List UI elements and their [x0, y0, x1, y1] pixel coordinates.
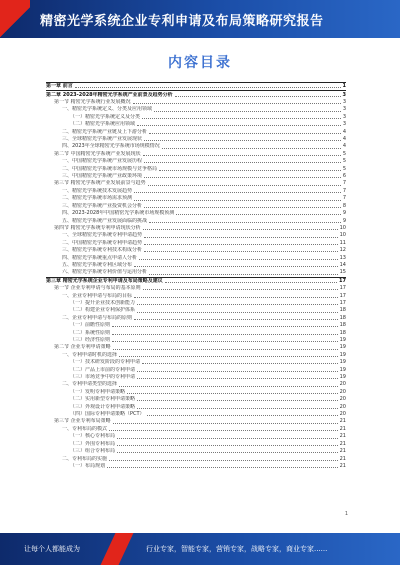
toc-entry-label: （一）发明专利申请策略	[70, 388, 126, 395]
toc-entry-page: 17	[339, 277, 346, 284]
toc-entry[interactable]	[46, 381, 346, 388]
toc-entry[interactable]	[46, 82, 346, 90]
toc-entry-label: 二、精密光学系统市场需求预测	[62, 195, 133, 202]
toc-entry-label: 第一节 精密光学系统行业发展概况	[54, 99, 131, 106]
toc-entry-page: 5	[342, 158, 346, 165]
toc-entry-page: 3	[342, 91, 346, 98]
toc-entry-page: 18	[339, 322, 346, 329]
report-title: 精密光学系统企业专利申请及布局策略研究报告	[40, 14, 324, 29]
toc-entry-page: 13	[339, 254, 346, 261]
toc-leader-dots	[112, 334, 338, 335]
toc-leader-dots	[117, 452, 338, 453]
toc-leader-dots	[127, 393, 338, 394]
toc-entry[interactable]	[46, 203, 346, 210]
toc-entry-page: 19	[339, 337, 346, 344]
toc-entry-page: 10	[339, 224, 346, 231]
toc-entry-label: （三）外观设计专利申请策略	[70, 403, 136, 410]
toc-entry-label: 第四节 精密光学系统专利申请现状分析	[54, 224, 141, 231]
toc-leader-dots	[148, 185, 341, 186]
toc-entry[interactable]	[46, 448, 346, 455]
toc-entry-label: 三、精密光学系统专利技术构成分析	[62, 247, 143, 254]
toc-entry-label: 一、专利布局的模式	[62, 425, 108, 432]
toc-entry[interactable]	[46, 158, 346, 165]
toc-entry-page: 17	[339, 292, 346, 299]
toc-entry-label: 一、精密光学系统技术发展趋势	[62, 187, 133, 194]
toc-entry[interactable]	[46, 455, 346, 462]
toc-entry-page: 21	[339, 462, 346, 469]
toc-entry-page: 20	[339, 381, 346, 388]
toc-leader-dots	[113, 349, 338, 350]
toc-entry[interactable]	[46, 247, 346, 254]
toc-leader-dots	[144, 237, 338, 238]
toc-entry[interactable]	[46, 114, 346, 121]
toc-entry-label: （三）市场竞争中的专利申请	[70, 374, 136, 381]
toc-entry-page: 14	[339, 261, 346, 268]
toc-entry-label: （二）产品上市前的专利申请	[70, 366, 136, 373]
toc-entry[interactable]	[46, 389, 346, 396]
toc-leader-dots	[137, 371, 338, 372]
toc-leader-dots	[139, 259, 338, 260]
toc-entry-page: 20	[339, 403, 346, 410]
toc-leader-dots	[149, 133, 341, 134]
toc-entry-page: 6	[342, 173, 346, 180]
toc-entry-label: 一、企业专利申请与布局的目标	[62, 292, 133, 299]
toc-leader-dots	[119, 356, 338, 357]
toc-leader-dots	[113, 423, 338, 424]
toc-entry-page: 20	[339, 411, 346, 418]
toc-entry-page: 18	[339, 307, 346, 314]
page-number: 1	[344, 511, 348, 517]
toc-entry-page: 19	[339, 359, 346, 366]
toc-leader-dots	[144, 251, 338, 252]
toc-entry-label: （一）精密光学系统定义及分类	[70, 113, 141, 120]
toc-entry-page: 10	[339, 232, 346, 239]
toc-entry-label: 四、2023年全球精密光学系统市场规模情况	[62, 143, 160, 150]
toc-leader-dots	[134, 266, 338, 267]
toc-entry-label: 第三节 精密光学系统产业发展前景与趋势	[54, 180, 146, 187]
toc-leader-dots	[137, 378, 338, 379]
toc-leader-dots	[109, 430, 338, 431]
toc-leader-dots	[117, 438, 338, 439]
toc-entry-page: 3	[342, 99, 346, 106]
toc-entry[interactable]	[46, 441, 346, 448]
toc-entry[interactable]	[46, 128, 346, 135]
toc-entry[interactable]	[46, 173, 346, 180]
toc-entry-page: 19	[339, 366, 346, 373]
toc-entry-page: 1	[342, 83, 346, 90]
toc-entry-page: 21	[339, 433, 346, 440]
toc-entry-label: （二）外围专利布局	[70, 440, 116, 447]
toc-entry[interactable]	[46, 300, 346, 307]
toc-entry[interactable]	[46, 411, 346, 418]
toc-entry-page: 3	[342, 121, 346, 128]
toc-leader-dots	[107, 467, 338, 468]
toc-entry-page: 5	[342, 165, 346, 172]
toc-entry[interactable]	[46, 225, 346, 232]
toc-entry-label: 二、专利布局的实施	[62, 455, 108, 462]
toc-entry-label: 一、精密光学系统定义、分类及应用领域	[62, 106, 153, 113]
toc-entry-label: 二、企业专利申请与布局的原则	[62, 314, 133, 321]
toc-leader-dots	[137, 400, 338, 401]
toc-entry-page: 7	[342, 180, 346, 187]
toc-entry-label: （三）组合专利布局	[70, 448, 116, 455]
toc-leader-dots	[144, 244, 338, 245]
toc-entry[interactable]	[46, 366, 346, 373]
toc-entry-label: 二、中国精密光学系统市场规模与竞争格局	[62, 165, 158, 172]
toc-entry-page: 4	[342, 128, 346, 135]
toc-entry[interactable]	[46, 329, 346, 336]
toc-entry-label: （二）精密光学系统应用领域	[70, 121, 136, 128]
toc-leader-dots	[165, 282, 337, 283]
toc-entry-page: 12	[339, 247, 346, 254]
toc-entry[interactable]	[46, 396, 346, 403]
toc-entry-label: 四、精密光学系统重点申请人分析	[62, 254, 138, 261]
toc-entry-page: 21	[339, 425, 346, 432]
footer-slogan-left: 让每个人都能成为	[24, 545, 80, 553]
toc-entry-page: 8	[342, 202, 346, 209]
toc-entry-label: （一）前瞻性原则	[70, 322, 111, 329]
toc-leader-dots	[144, 177, 341, 178]
toc-entry[interactable]	[46, 136, 346, 143]
toc-entry-label: （三）经济性原则	[70, 337, 111, 344]
toc-entry-label: 第二章 2023-2028年精密光学系统产业前景及趋势分析	[46, 91, 173, 98]
toc-entry-label: 三、精密光学系统产业投资机会分析	[62, 202, 143, 209]
toc-leader-dots	[143, 155, 341, 156]
toc-entry-label: 四、2023-2028年中国精密光学系统市场规模预测	[62, 210, 175, 217]
toc-entry[interactable]	[46, 143, 346, 150]
toc-entry-label: （一）布局规划	[70, 462, 106, 469]
toc-entry[interactable]	[46, 352, 346, 359]
toc-entry-page: 17	[339, 299, 346, 306]
toc-entry[interactable]	[46, 344, 346, 351]
toc-leader-dots	[147, 415, 338, 416]
toc-entry-page: 7	[342, 187, 346, 194]
toc-entry[interactable]	[46, 315, 346, 322]
toc-entry[interactable]	[46, 463, 346, 470]
toc-entry[interactable]	[46, 240, 346, 247]
footer-red-accent	[101, 533, 134, 565]
toc-leader-dots	[144, 140, 341, 141]
header-banner	[0, 0, 400, 38]
toc-entry[interactable]	[46, 151, 346, 158]
toc-entry-label: （一）核心专利布局	[70, 433, 116, 440]
toc-leader-dots	[176, 214, 341, 215]
toc-entry-label: 第三章 精密光学系统企业专利申请及布局策略及建议	[46, 277, 163, 284]
toc-entry[interactable]	[46, 426, 346, 433]
toc-entry-page: 17	[339, 285, 346, 292]
table-of-contents	[46, 82, 346, 470]
toc-entry-label: 一、专利申请时机的选择	[62, 351, 118, 358]
toc-entry[interactable]	[46, 269, 346, 276]
toc-entry-label: （二）实用新型专利申请策略	[70, 396, 136, 403]
toc-leader-dots	[119, 386, 338, 387]
toc-entry-label: 二、专利申请类型的选择	[62, 381, 118, 388]
toc-entry-label: 第一章 前言	[46, 83, 73, 90]
toc-entry-label: （一）技术研发阶段的专利申请	[70, 359, 141, 366]
toc-leader-dots	[112, 326, 338, 327]
toc-entry-label: 六、精密光学系统专利价值与运用分析	[62, 269, 148, 276]
toc-leader-dots	[137, 304, 338, 305]
toc-entry-label: 第二节 企业专利申请策略	[54, 344, 111, 351]
toc-entry-label: （二）构建企业专利保护体系	[70, 307, 136, 314]
toc-leader-dots	[149, 222, 341, 223]
toc-entry[interactable]	[46, 106, 346, 113]
toc-entry-page: 21	[339, 440, 346, 447]
toc-entry-page: 3	[342, 113, 346, 120]
toc-leader-dots	[162, 148, 341, 149]
toc-entry-page: 5	[342, 150, 346, 157]
toc-entry-page: 21	[339, 418, 346, 425]
toc-leader-dots	[137, 312, 338, 313]
toc-entry[interactable]	[46, 99, 346, 106]
toc-leader-dots	[154, 111, 341, 112]
toc-entry-label: 一、中国精密光学系统产业发展历程	[62, 158, 143, 165]
toc-entry-page: 4	[342, 136, 346, 143]
toc-entry-label: （二）系统性原则	[70, 329, 111, 336]
toc-entry-label: 五、精密光学系统专利区域分布	[62, 261, 133, 268]
toc-entry-label: （四）国际专利申请策略（PCT）	[70, 411, 145, 418]
toc-entry[interactable]	[46, 217, 346, 224]
toc-entry[interactable]	[46, 180, 346, 187]
toc-leader-dots	[134, 192, 341, 193]
toc-entry-label: 五、精密光学系统产业发展面临的挑战	[62, 217, 148, 224]
toc-entry-page: 21	[339, 455, 346, 462]
toc-entry[interactable]	[46, 165, 346, 172]
toc-leader-dots	[117, 445, 338, 446]
toc-leader-dots	[142, 363, 338, 364]
toc-entry[interactable]	[46, 322, 346, 329]
toc-leader-dots	[137, 408, 338, 409]
toc-entry-label: （一）提升企业技术创新能力	[70, 299, 136, 306]
toc-entry-label: 二、中国精密光学系统专利申请趋势	[62, 239, 143, 246]
toc-entry[interactable]	[46, 121, 346, 128]
toc-entry[interactable]	[46, 292, 346, 299]
footer-banner	[0, 533, 400, 565]
toc-leader-dots	[143, 289, 338, 290]
toc-entry[interactable]	[46, 418, 346, 425]
toc-entry-page: 19	[339, 351, 346, 358]
toc-entry[interactable]	[46, 254, 346, 261]
toc-entry-page: 18	[339, 329, 346, 336]
toc-entry[interactable]	[46, 262, 346, 269]
toc-leader-dots	[159, 170, 341, 171]
toc-entry[interactable]	[46, 90, 346, 98]
toc-entry[interactable]	[46, 188, 346, 195]
toc-entry-page: 7	[342, 195, 346, 202]
toc-leader-dots	[175, 96, 341, 97]
toc-entry[interactable]	[46, 433, 346, 440]
toc-entry-page: 18	[339, 314, 346, 321]
toc-entry[interactable]	[46, 210, 346, 217]
toc-leader-dots	[144, 162, 341, 163]
toc-leader-dots	[134, 200, 341, 201]
toc-leader-dots	[144, 207, 341, 208]
toc-entry[interactable]	[46, 307, 346, 314]
toc-entry[interactable]	[46, 403, 346, 410]
toc-entry[interactable]	[46, 359, 346, 366]
toc-entry[interactable]	[46, 232, 346, 239]
toc-entry-page: 20	[339, 396, 346, 403]
toc-leader-dots	[75, 87, 341, 88]
toc-entry-page: 3	[342, 106, 346, 113]
toc-leader-dots	[137, 125, 341, 126]
toc-leader-dots	[134, 319, 338, 320]
toc-entry-page: 19	[339, 344, 346, 351]
toc-entry-page: 4	[342, 143, 346, 150]
toc-entry-label: 第一节 企业专利申请与布局的基本原则	[54, 285, 141, 292]
toc-leader-dots	[133, 103, 341, 104]
toc-entry-page: 20	[339, 388, 346, 395]
toc-leader-dots	[142, 118, 341, 119]
header-red-accent	[0, 0, 30, 38]
toc-entry-page: 19	[339, 374, 346, 381]
toc-entry-label: 一、全球精密光学系统专利申请趋势	[62, 232, 143, 239]
toc-entry-label: 第二节 中国精密光学系统产业发展现状	[54, 150, 141, 157]
footer-slogan-right: 行业专家，智能专家，营销专家，战略专家，商业专家......	[146, 545, 328, 553]
toc-heading: 内容目录	[168, 55, 232, 71]
toc-leader-dots	[109, 460, 338, 461]
toc-entry-page: 21	[339, 448, 346, 455]
toc-entry[interactable]	[46, 374, 346, 381]
toc-entry-page: 9	[342, 217, 346, 224]
toc-entry-label: 三、全球精密光学系统产业发展现状	[62, 136, 143, 143]
toc-entry[interactable]	[46, 285, 346, 292]
toc-entry-page: 11	[339, 239, 346, 246]
toc-entry[interactable]	[46, 337, 346, 344]
toc-entry[interactable]	[46, 277, 346, 285]
toc-leader-dots	[149, 274, 338, 275]
toc-entry-label: 二、精密光学系统产业链及上下游分析	[62, 128, 148, 135]
toc-entry-label: 第三节 企业专利布局策略	[54, 418, 111, 425]
toc-entry-label: 三、中国精密光学系统产业政策环境	[62, 173, 143, 180]
toc-entry-page: 15	[339, 269, 346, 276]
toc-entry-page: 9	[342, 210, 346, 217]
toc-leader-dots	[112, 341, 338, 342]
toc-leader-dots	[134, 297, 338, 298]
toc-entry[interactable]	[46, 195, 346, 202]
toc-leader-dots	[143, 229, 338, 230]
